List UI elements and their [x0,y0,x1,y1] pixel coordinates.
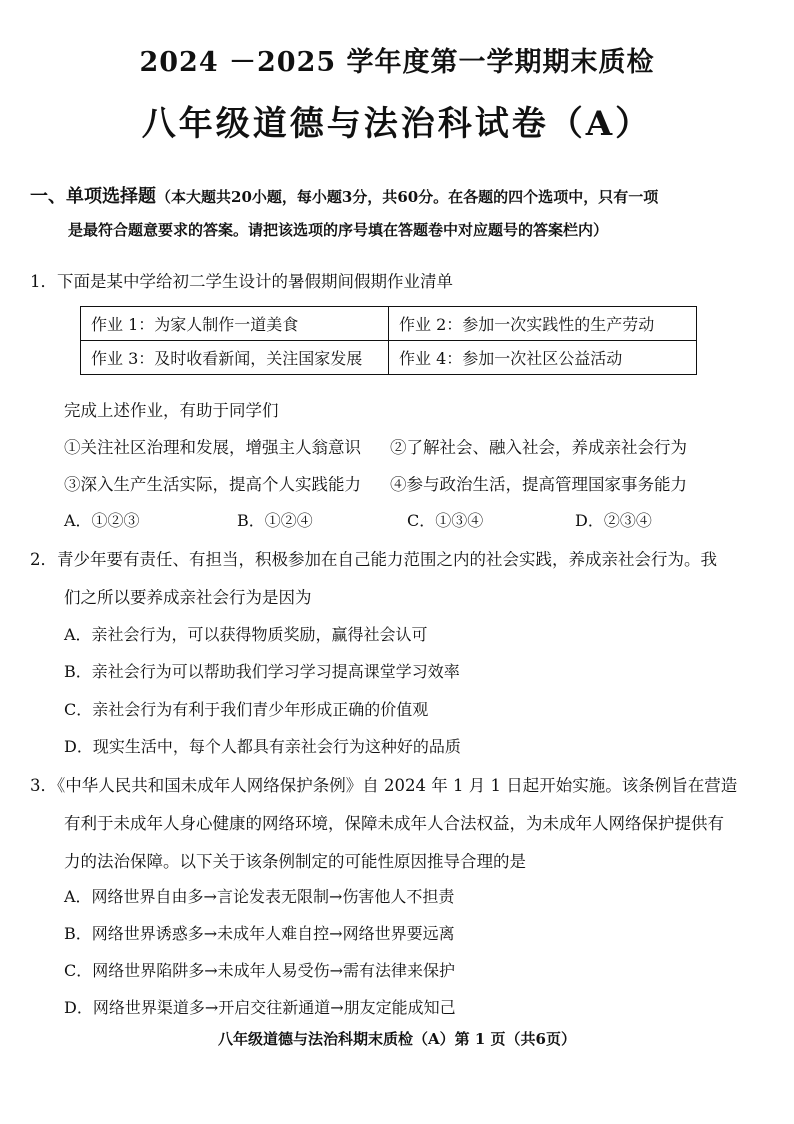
q1-item-1: ①关注社区治理和发展，增强主人翁意识 [64,438,361,457]
homework-table [80,306,697,375]
table-row [81,307,697,341]
q3-option-d: D．网络世界渠道多→开启交往新通道→朋友定能成知己 [64,998,456,1017]
q2-stem-line2: 们之所以要养成亲社会行为是因为 [64,588,312,607]
q2-stem-line1: 2．青少年要有责任、有担当，积极参加在自己能力范围之内的社会实践，养成亲社会行为。我 [30,550,717,569]
q3-stem-line1: 3．《中华人民共和国未成年人网络保护条例》自 2024 年 1 月 1 日起开始实施。该条例旨在营造 [30,776,738,795]
exam-title-line1: 2024 －2025 学年度第一学期期末质检 [139,47,655,78]
table-cell: 作业 3：及时收看新闻，关注国家发展 [81,341,389,375]
table-cell: 作业 1：为家人制作一道美食 [81,307,389,341]
q3-option-b: B．网络世界诱惑多→未成年人难自控→网络世界要远离 [64,924,455,943]
q3-stem-line3: 力的法治保障。以下关于该条例制定的可能性原因推导合理的是 [64,852,526,871]
q1-option-a: A．①②③ [64,511,140,530]
table-row [81,341,697,375]
q3-stem-line2: 有利于未成年人身心健康的网络环境，保障未成年人合法权益，为未成年人网络保护提供有 [64,814,724,833]
exam-title-line2: 八年级道德与法治科试卷（A） [141,104,653,144]
q2-option-c: C．亲社会行为有利于我们青少年形成正确的价值观 [64,700,429,719]
q3-option-c: C．网络世界陷阱多→未成年人易受伤→需有法律来保护 [64,961,456,980]
section1-header [30,182,658,208]
section1-heading: 一、单项选择题 [30,186,156,207]
q3-option-a: A．网络世界自由多→言论发表无限制→伤害他人不担责 [64,887,455,906]
q1-item-3: ③深入生产生活实际，提高个人实践能力 [64,475,361,494]
q1-option-d: D．②③④ [575,511,652,530]
q1-option-b: B．①②④ [237,511,313,530]
q2-option-b: B．亲社会行为可以帮助我们学习学习提高课堂学习效率 [64,662,460,681]
q2-option-d: D．现实生活中，每个人都具有亲社会行为这种好的品质 [64,737,461,756]
page-footer: 八年级道德与法治科期末质检（A）第 1 页（共6页） [218,1030,576,1048]
q1-item-4: ④参与政治生活，提高管理国家事务能力 [390,475,687,494]
q1-stem: 1．下面是某中学给初二学生设计的暑假期间假期作业清单 [30,272,453,291]
table-cell: 作业 2：参加一次实践性的生产劳动 [389,307,697,341]
q1-item-2: ②了解社会、融入社会，养成亲社会行为 [390,438,687,457]
section1-desc-line2: 是最符合题意要求的答案。请把该选项的序号填在答题卷中对应题号的答案栏内） [68,221,609,239]
q1-option-c: C．①③④ [407,511,484,530]
q2-option-a: A．亲社会行为，可以获得物质奖励，赢得社会认可 [64,625,428,644]
section1-desc-line1: （本大题共20小题，每小题3分，共60分。在各题的四个选项中，只有一项 [156,188,659,206]
table-cell: 作业 4：参加一次社区公益活动 [389,341,697,375]
q1-prompt: 完成上述作业，有助于同学们 [64,401,279,420]
